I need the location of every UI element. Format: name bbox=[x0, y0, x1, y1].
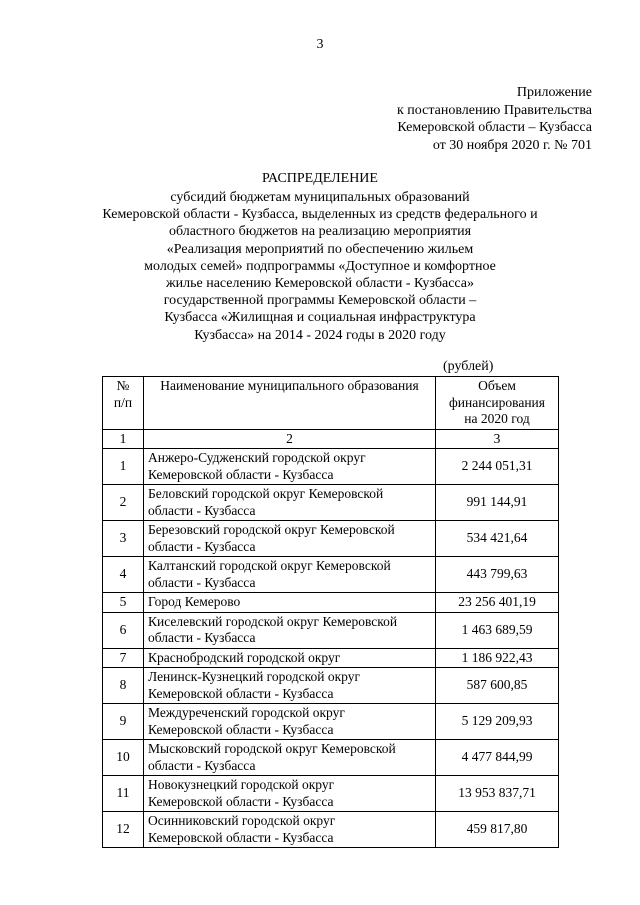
municipality-name bbox=[144, 449, 436, 485]
municipality-name bbox=[144, 776, 436, 812]
funding-amount: 2 244 051,31 bbox=[436, 449, 559, 485]
header-name: Наименование муниципального образования bbox=[144, 377, 436, 430]
document-title: РАСПРЕДЕЛЕНИЕ bbox=[262, 171, 378, 186]
municipality-name bbox=[144, 521, 436, 557]
subtitle-line: областного бюджетов на реализацию мероприятия bbox=[168, 224, 472, 240]
subtitle-line: государственной программы Кемеровской области – bbox=[163, 293, 477, 309]
table-row bbox=[103, 485, 559, 521]
table-row bbox=[103, 776, 559, 812]
name-line: Кемеровской области - Кузбасса bbox=[148, 829, 334, 845]
funding-amount: 587 600,85 bbox=[436, 668, 559, 704]
appendix-line: к постановлению Правительства bbox=[396, 102, 592, 118]
appendix-line: Кемеровской области – Кузбасса bbox=[397, 120, 592, 135]
subtitle-line: Кузбасса» на 2014 - 2024 годы в 2020 году bbox=[194, 327, 446, 343]
name-line: Ленинск-Кузнецкий городской округ bbox=[148, 669, 360, 684]
row-number: 2 bbox=[103, 485, 144, 521]
table-row bbox=[103, 648, 559, 668]
subtitle-line: жилье населению Кемеровской области - Кузбасса» bbox=[165, 276, 475, 292]
municipality-name bbox=[144, 704, 436, 740]
name-line: Анжеро-Судженский городской округ bbox=[148, 450, 366, 465]
name-line: Кемеровской области - Кузбасса bbox=[148, 721, 334, 737]
appendix-line: от 30 ноября 2020 г. № 701 bbox=[432, 137, 592, 153]
funding-amount: 13 953 837,71 bbox=[436, 776, 559, 812]
table-row bbox=[103, 668, 559, 704]
units-label: (рублей) bbox=[443, 359, 494, 374]
name-line: Кемеровской области - Кузбасса bbox=[148, 793, 334, 809]
name-line: области - Кузбасса bbox=[148, 630, 256, 645]
name-line: Березовский городской округ Кемеровской bbox=[148, 522, 395, 537]
name-line: Междуреченский городской округ bbox=[148, 705, 345, 720]
row-number: 3 bbox=[103, 521, 144, 557]
row-number: 12 bbox=[103, 812, 144, 848]
name-line: Краснобродский городской округ bbox=[148, 649, 341, 665]
funding-amount: 1 186 922,43 bbox=[436, 648, 559, 668]
subtitle-line: субсидий бюджетам муниципальных образований bbox=[170, 190, 470, 205]
table-row bbox=[103, 612, 559, 648]
name-line: Киселевский городской округ Кемеровской bbox=[148, 613, 398, 629]
funding-amount: 459 817,80 bbox=[436, 812, 559, 848]
column-number: 2 bbox=[144, 429, 436, 449]
table-header-row bbox=[103, 377, 559, 430]
name-line: области - Кузбасса bbox=[148, 574, 256, 590]
subtitle-line: «Реализация мероприятий по обеспечению жильем bbox=[166, 241, 474, 257]
table-row bbox=[103, 812, 559, 848]
row-number: 5 bbox=[103, 593, 144, 613]
municipality-name bbox=[144, 612, 436, 648]
header-amount bbox=[436, 377, 559, 430]
name-line: Новокузнецкий городской округ bbox=[148, 777, 335, 792]
table-row bbox=[103, 740, 559, 776]
row-number: 10 bbox=[103, 740, 144, 776]
row-number: 6 bbox=[103, 612, 144, 648]
table-row bbox=[103, 521, 559, 557]
subtitle-line: Кемеровской области - Кузбасса, выделенных из средств федерального и bbox=[102, 207, 538, 223]
name-line: Кемеровской области - Кузбасса bbox=[148, 466, 334, 482]
page-number: 3 bbox=[316, 37, 324, 52]
header-num-line: п/п bbox=[113, 394, 133, 410]
document-subtitle bbox=[60, 189, 580, 344]
column-number: 1 bbox=[103, 429, 144, 449]
municipality-name bbox=[144, 648, 436, 668]
header-amount-line: на 2020 год bbox=[464, 411, 530, 426]
table-row bbox=[103, 704, 559, 740]
row-number: 8 bbox=[103, 668, 144, 704]
subtitle-line: молодых семей» подпрограммы «Доступное и комфортное bbox=[144, 258, 496, 274]
name-line: области - Кузбасса bbox=[148, 757, 256, 773]
row-number: 7 bbox=[103, 648, 144, 668]
appendix-block bbox=[362, 84, 592, 154]
header-num bbox=[103, 377, 144, 430]
column-number: 3 bbox=[436, 429, 559, 449]
name-line: Осинниковский городской округ bbox=[148, 813, 336, 828]
row-number: 11 bbox=[103, 776, 144, 812]
funding-amount: 4 477 844,99 bbox=[436, 740, 559, 776]
header-amount-line: финансирования bbox=[449, 394, 545, 410]
row-number: 4 bbox=[103, 557, 144, 593]
municipality-name bbox=[144, 485, 436, 521]
funding-amount: 534 421,64 bbox=[436, 521, 559, 557]
name-line: Беловский городской округ Кемеровской bbox=[148, 486, 384, 501]
funding-amount: 23 256 401,19 bbox=[436, 593, 559, 613]
name-line: Калтанский городской округ Кемеровской bbox=[148, 558, 391, 573]
municipality-name bbox=[144, 740, 436, 776]
appendix-line: Приложение bbox=[516, 85, 592, 100]
table-row bbox=[103, 449, 559, 485]
header-amount-line: Объем bbox=[478, 378, 516, 393]
row-number: 1 bbox=[103, 449, 144, 485]
municipality-name bbox=[144, 812, 436, 848]
funding-amount: 991 144,91 bbox=[436, 485, 559, 521]
funding-amount: 1 463 689,59 bbox=[436, 612, 559, 648]
name-line: области - Кузбасса bbox=[148, 538, 256, 554]
name-line: Город Кемерово bbox=[148, 594, 241, 609]
name-line: Мысковский городской округ Кемеровской bbox=[148, 741, 396, 756]
column-number-row bbox=[103, 429, 559, 449]
row-number: 9 bbox=[103, 704, 144, 740]
table-row bbox=[103, 593, 559, 613]
subtitle-line: Кузбасса «Жилищная и социальная инфраструктура bbox=[164, 310, 476, 326]
header-num-line: № bbox=[116, 378, 130, 393]
municipality-name bbox=[144, 668, 436, 704]
name-line: области - Кузбасса bbox=[148, 502, 256, 518]
municipality-name bbox=[144, 593, 436, 613]
funding-amount: 5 129 209,93 bbox=[436, 704, 559, 740]
distribution-table bbox=[102, 376, 559, 848]
municipality-name bbox=[144, 557, 436, 593]
name-line: Кемеровской области - Кузбасса bbox=[148, 685, 334, 701]
table-row bbox=[103, 557, 559, 593]
funding-amount: 443 799,63 bbox=[436, 557, 559, 593]
